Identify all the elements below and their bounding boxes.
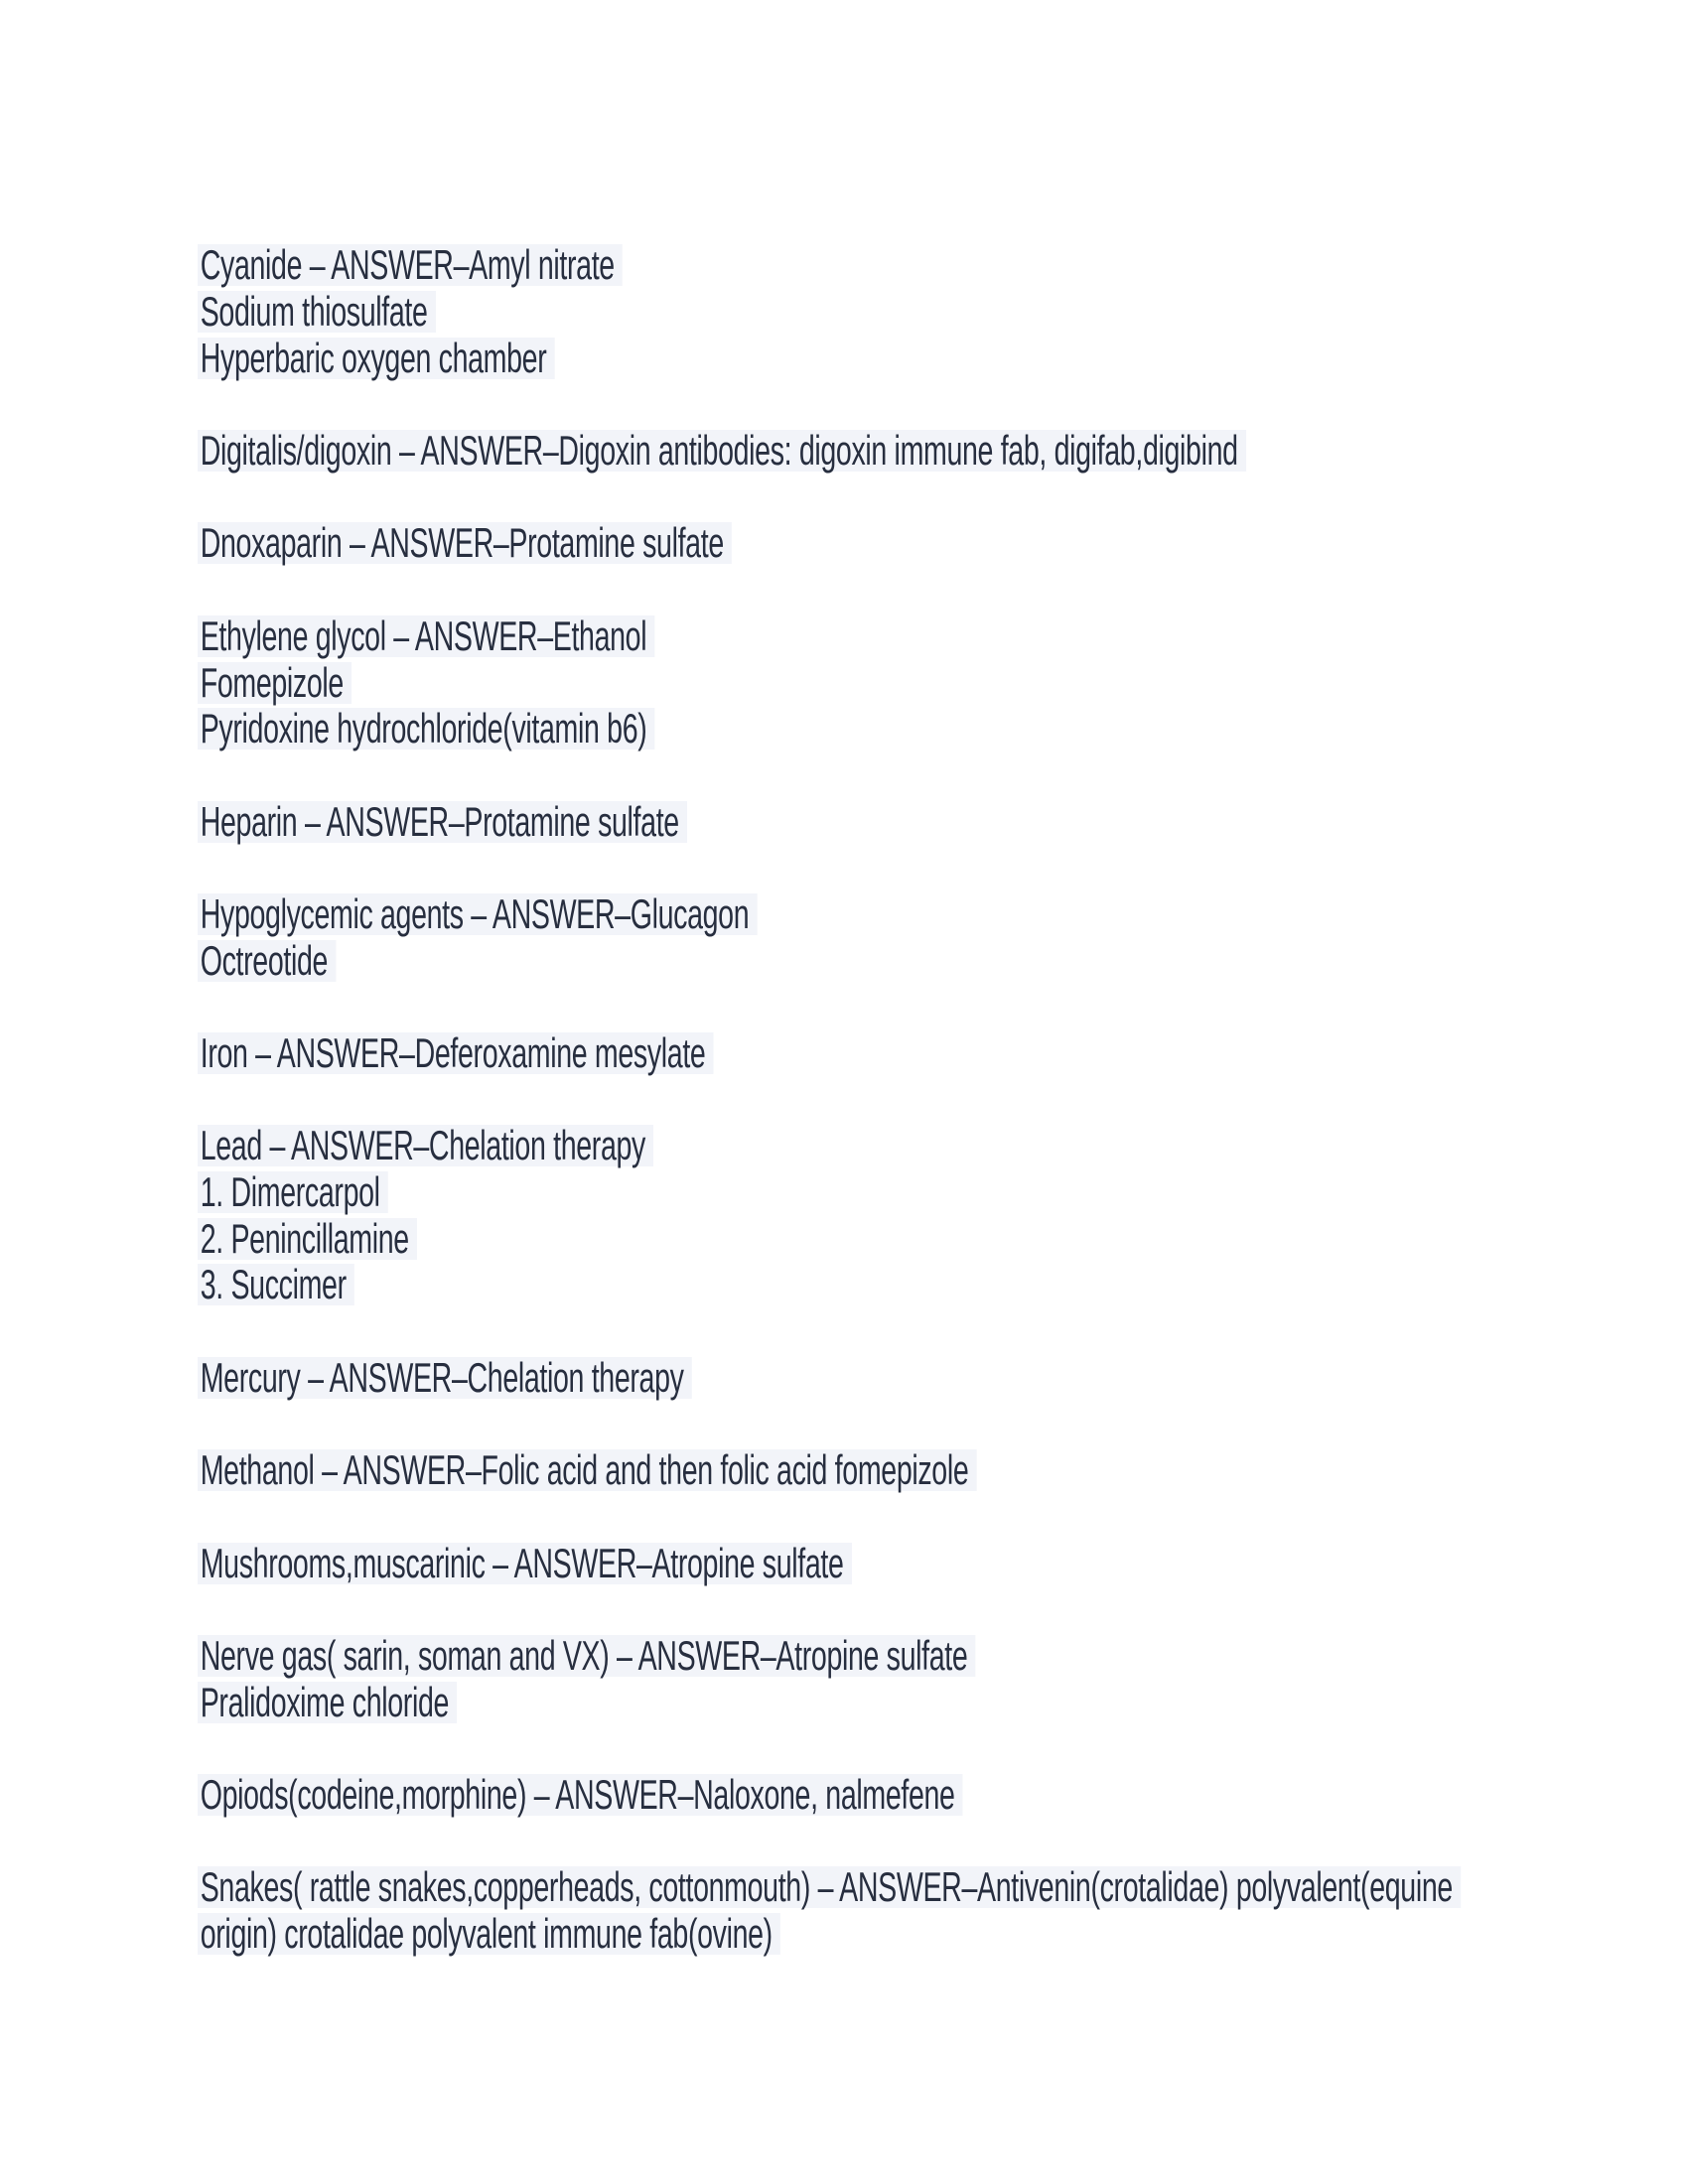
text-line xyxy=(198,614,1688,660)
text-line xyxy=(198,798,1688,845)
text-line xyxy=(198,706,1688,752)
text-line xyxy=(198,1215,1688,1262)
highlighted-text: Opiods(codeine,morphine) – ANSWER–Naloxone, nalmefene xyxy=(198,1774,963,1816)
blank-line xyxy=(198,1076,1688,1123)
highlighted-text: Cyanide – ANSWER–Amyl nitrate xyxy=(198,244,623,286)
highlighted-text: 1. Dimercarpol xyxy=(198,1171,388,1213)
highlighted-text: Mercury – ANSWER–Chelation therapy xyxy=(198,1357,692,1399)
highlighted-text: 3. Succimer xyxy=(198,1264,354,1305)
text-line xyxy=(198,659,1688,706)
text-line xyxy=(198,289,1688,336)
highlighted-text: Hypoglycemic agents – ANSWER–Glucagon xyxy=(198,893,757,935)
text-line xyxy=(198,1123,1688,1169)
blank-line xyxy=(198,567,1688,614)
blank-line xyxy=(198,381,1688,428)
highlighted-text: Digitalis/digoxin – ANSWER–Digoxin antibodies: digoxin immune fab, digifab,digibind xyxy=(198,430,1246,472)
text-line xyxy=(198,520,1688,567)
highlighted-text: Snakes( rattle snakes,copperheads, cottonmouth) – ANSWER–Antivenin(crotalidae) polyvalent(equine xyxy=(198,1866,1461,1908)
highlighted-text: Octreotide xyxy=(198,940,336,982)
text-line xyxy=(198,1355,1688,1402)
highlighted-text: Pralidoxime chloride xyxy=(198,1682,457,1723)
highlighted-text: Mushrooms,muscarinic – ANSWER–Atropine sulfate xyxy=(198,1543,852,1584)
text-line xyxy=(198,1030,1688,1077)
text-line xyxy=(198,1540,1688,1586)
highlighted-text: Nerve gas( sarin, soman and VX) – ANSWER–Atropine sulfate xyxy=(198,1635,976,1677)
text-line xyxy=(198,1864,1688,1911)
blank-line xyxy=(198,845,1688,891)
text-line xyxy=(198,1262,1688,1308)
text-line xyxy=(198,1169,1688,1216)
text-line xyxy=(198,428,1688,475)
highlighted-text: Dnoxaparin – ANSWER–Protamine sulfate xyxy=(198,522,732,564)
text-line xyxy=(198,937,1688,984)
text-line xyxy=(198,1633,1688,1680)
highlighted-text: Methanol – ANSWER–Folic acid and then folic acid fomepizole xyxy=(198,1449,977,1491)
text-line xyxy=(198,1679,1688,1725)
blank-line xyxy=(198,1725,1688,1772)
blank-line xyxy=(198,1494,1688,1541)
blank-line xyxy=(198,752,1688,799)
highlighted-text: Hyperbaric oxygen chamber xyxy=(198,338,555,379)
text-line xyxy=(198,335,1688,381)
blank-line xyxy=(198,1586,1688,1633)
highlighted-text: Heparin – ANSWER–Protamine sulfate xyxy=(198,801,687,843)
text-line xyxy=(198,891,1688,938)
document-content xyxy=(198,242,1688,1957)
blank-line xyxy=(198,1818,1688,1864)
highlighted-text: Lead – ANSWER–Chelation therapy xyxy=(198,1125,653,1166)
highlighted-text: 2. Penincillamine xyxy=(198,1218,417,1260)
highlighted-text: Sodium thiosulfate xyxy=(198,291,436,333)
text-line xyxy=(198,1447,1688,1494)
highlighted-text: Fomepizole xyxy=(198,662,352,704)
blank-line xyxy=(198,1308,1688,1355)
highlighted-text: Pyridoxine hydrochloride(vitamin b6) xyxy=(198,708,655,750)
blank-line xyxy=(198,1401,1688,1447)
highlighted-text: Iron – ANSWER–Deferoxamine mesylate xyxy=(198,1032,714,1074)
blank-line xyxy=(198,984,1688,1030)
blank-line xyxy=(198,474,1688,520)
text-line xyxy=(198,242,1688,289)
highlighted-text: origin) crotalidae polyvalent immune fab(ovine) xyxy=(198,1913,780,1955)
text-line xyxy=(198,1911,1688,1958)
text-line xyxy=(198,1772,1688,1819)
highlighted-text: Ethylene glycol – ANSWER–Ethanol xyxy=(198,615,654,657)
